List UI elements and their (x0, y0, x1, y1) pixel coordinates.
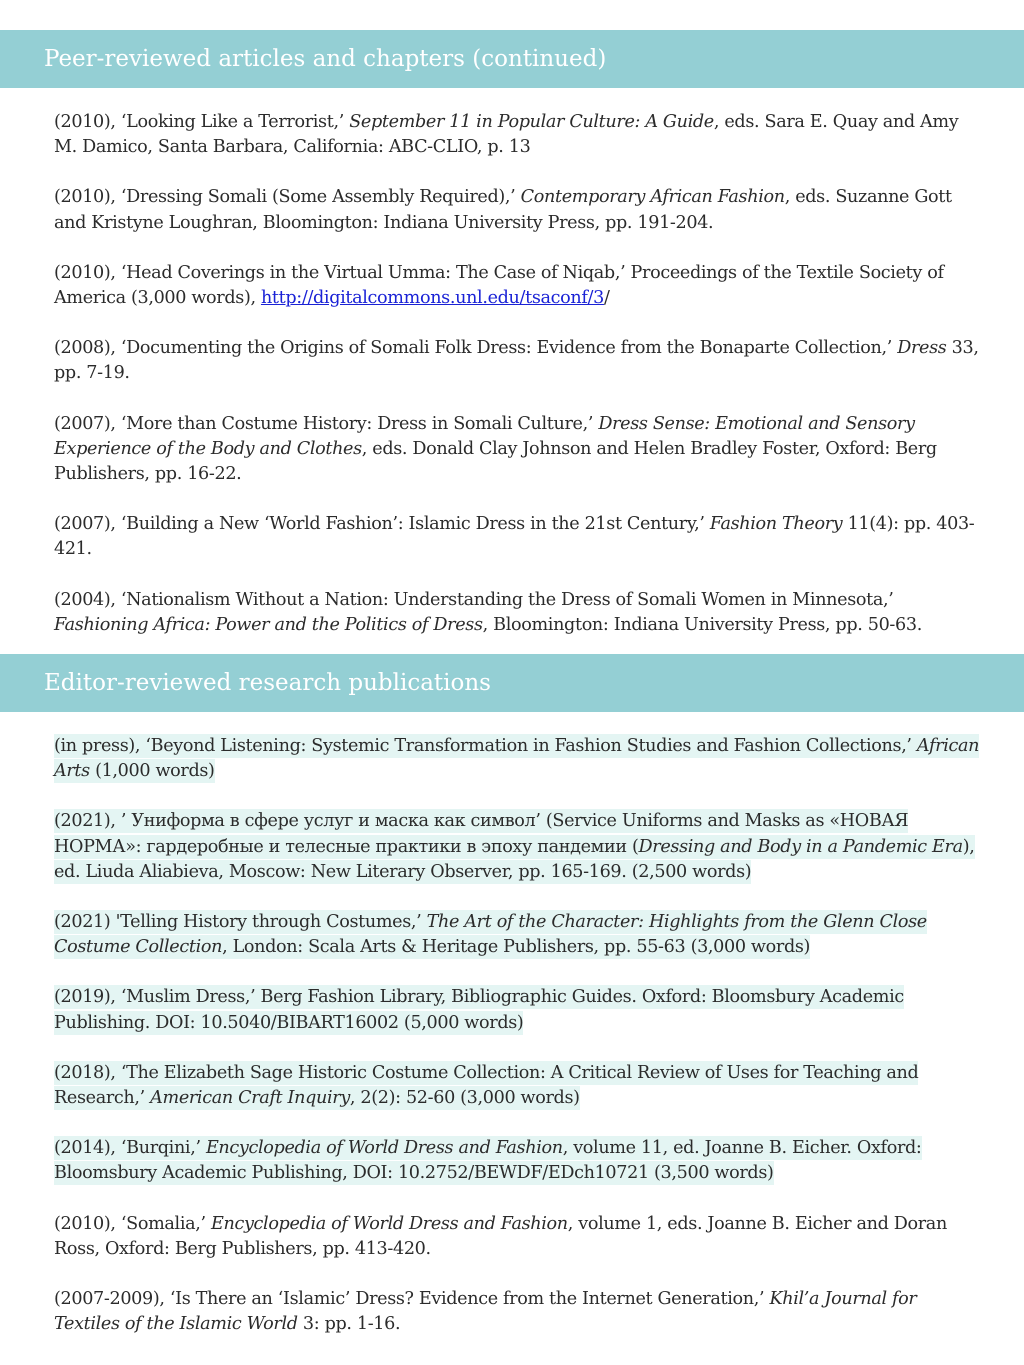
citation-source: Fashioning Africa: Power and the Politics of Dress (54, 614, 483, 635)
citation (54, 734, 984, 784)
section-header-editor-reviewed (0, 654, 1024, 712)
citation-text: (2018), ‘The Elizabeth Sage Historic Costume Collection: A Critical Review of Uses for Teaching and Research,’ (54, 1062, 919, 1109)
citation (54, 185, 984, 235)
citation-details: (1,000 words) (89, 761, 215, 782)
citation-text: (2014), ‘Burqini,’ (54, 1138, 206, 1159)
citation-details: , eds. Donald Clay Johnson and Helen Bradley Foster, Oxford: Berg Publishers, pp. 16-22. (54, 438, 937, 485)
citation-text: (2021) 'Telling History through Costumes,’ (54, 912, 427, 933)
citation-source: Encyclopedia of World Dress and Fashion (210, 1213, 568, 1234)
citation (54, 1061, 984, 1111)
citation (54, 336, 984, 386)
citation-details: 3: pp. 1-16. (297, 1314, 401, 1335)
citation-text: (2010), ‘Looking Like a Terrorist,’ (54, 112, 350, 132)
citation-details: , eds. Suzanne Gott and Kristyne Loughran, Bloomington: Indiana University Press, pp. 191-204. (54, 187, 952, 233)
citation-source: Dressing and Body in a Pandemic Era (638, 836, 963, 857)
section-title: Peer-reviewed articles and chapters (continued) (44, 46, 607, 72)
citation (54, 985, 984, 1035)
citation-details: 33, pp. 7-19. (54, 338, 979, 384)
citation-details: , 2(2): 52-60 (3,000 words) (349, 1088, 580, 1109)
section-header-peer-reviewed (0, 30, 1024, 88)
citation-text: (2008), ‘Documenting the Origins of Somali Folk Dress: Evidence from the Bonaparte Collection,’ (54, 338, 898, 359)
citation-source: Khil’a Journal for Textiles of the Islamic World (54, 1289, 917, 1335)
citation (54, 910, 984, 960)
citation (54, 1136, 984, 1186)
citation-details: 11(4): pp. 403-421. (54, 514, 975, 560)
citation-source: Fashion Theory (709, 514, 843, 535)
citation-source: Encyclopedia of World Dress and Fashion (205, 1138, 563, 1159)
citation-text: (2021), ’ Униформа в сфере услуг и маска как символ’ (Service Uniforms and Masks as «НОВАЯ НОРМА»: гардеробные и телесные практики в эпоху пандемии ( (54, 811, 909, 857)
citation (54, 1287, 984, 1337)
citation (54, 588, 984, 638)
citation-link[interactable]: http://digitalcommons.unl.edu/tsaconf/3 (260, 288, 604, 309)
citation-link-tail: / (603, 288, 610, 309)
citation-source: American Craft Inquiry (150, 1088, 350, 1109)
citation-source: Contemporary African Fashion (520, 187, 785, 208)
citation-text: (2007), ‘More than Costume History: Dress in Somali Culture,’ (54, 413, 599, 434)
citation (54, 1212, 984, 1262)
citation-text: (2010), ‘Head Coverings in the Virtual Umma: The Case of Niqab,’ Proceedings of the Textile Society of America (3,000 words), (54, 262, 944, 309)
citation (54, 412, 984, 488)
citation-text: (2010), ‘Dressing Somali (Some Assembly Required),’ (54, 187, 521, 208)
citation (54, 110, 984, 160)
citation (54, 809, 984, 885)
citation-text: (2019), ‘Muslim Dress,’ Berg Fashion Library, Bibliographic Guides. Oxford: Bloomsbury Academic Publishing. DOI: 10.5040/BIBART16002 (5,000 words) (54, 987, 904, 1033)
citation-text: (in press), ‘Beyond Listening: Systemic Transformation in Fashion Studies and Fashion Collections,’ (54, 736, 917, 756)
citation-details: , volume 1, eds. Joanne B. Eicher and Doran Ross, Oxford: Berg Publishers, pp. 413-420. (54, 1213, 947, 1259)
citation-text: (2007-2009), ‘Is There an ‘Islamic’ Dress? Evidence from the Internet Generation,’ (54, 1289, 770, 1310)
citation-source: September 11 in Popular Culture: A Guide (349, 112, 714, 132)
citation-details: , eds. Sara E. Quay and Amy M. Damico, Santa Barbara, California: ABC-CLIO, p. 13 (54, 112, 959, 158)
citation-source: Dress Sense: Emotional and Sensory Experience of the Body and Clothes (54, 413, 915, 459)
editor-reviewed-list (0, 734, 1024, 1337)
citation-text: (2004), ‘Nationalism Without a Nation: Understanding the Dress of Somali Women in Minnesota,’ (54, 589, 894, 610)
citation-source: African Arts (54, 736, 980, 782)
citation-details: , Bloomington: Indiana University Press, pp. 50-63. (482, 614, 922, 635)
citation-text: (2010), ‘Somalia,’ (54, 1213, 211, 1234)
peer-reviewed-list (0, 110, 1024, 638)
citation (54, 512, 984, 562)
citation (54, 261, 984, 311)
citation-details: , volume 11, ed. Joanne B. Eicher. Oxford: Bloomsbury Academic Publishing, DOI: 10.2752/BEWDF/EDch10721 (3,500 words) (54, 1138, 922, 1184)
citation-text: (2007), ‘Building a New ‘World Fashion’: Islamic Dress in the 21st Century,’ (54, 514, 710, 535)
section-title: Editor-reviewed research publications (44, 670, 491, 696)
citation-source: Dress (897, 338, 947, 359)
citation-source: The Art of the Character: Highlights from the Glenn Close Costume Collection (54, 912, 927, 958)
citation-details: , London: Scala Arts & Heritage Publishers, pp. 55-63 (3,000 words) (222, 937, 811, 958)
citation-details: ), ed. Liuda Aliabieva, Moscow: New Literary Observer, pp. 165-169. (2,500 words) (54, 836, 975, 882)
